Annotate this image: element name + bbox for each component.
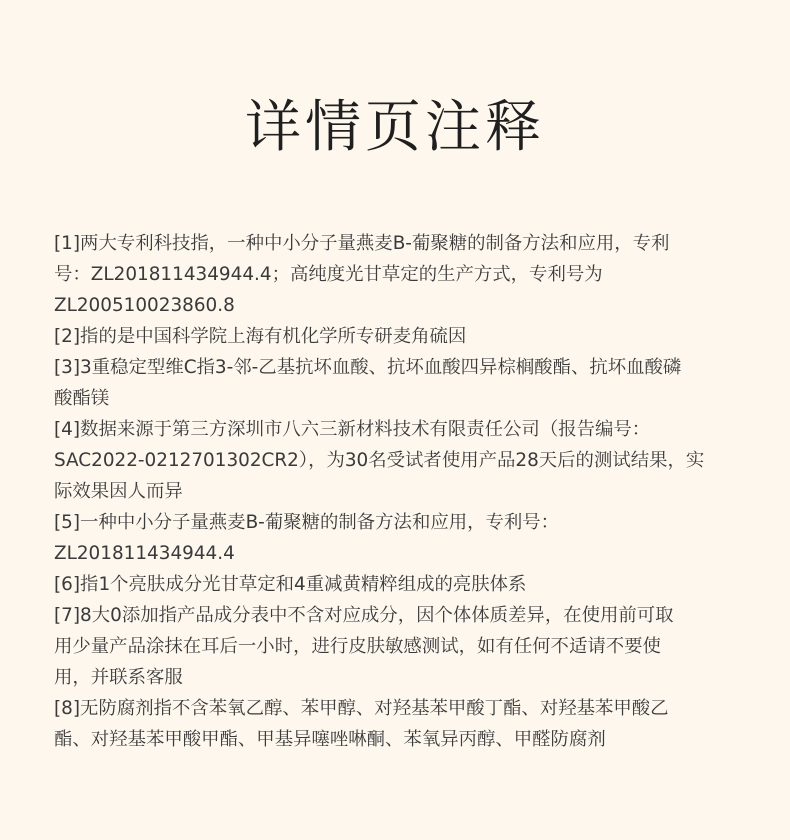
note-item-6 <box>54 569 742 600</box>
note-item-5 <box>54 507 742 569</box>
note-line: [4]数据来源于第三方深圳市八六三新材料技术有限责任公司（报告编号： <box>54 419 651 440</box>
note-item-3 <box>54 352 742 414</box>
notes-list <box>54 228 742 755</box>
page-title: 详情页注释 <box>245 95 545 160</box>
note-line: 用，并联系客服 <box>54 667 183 688</box>
note-line: 酸酯镁 <box>54 388 110 409</box>
note-item-7 <box>54 600 742 693</box>
note-line: 号：ZL201811434944.4；高纯度光甘草定的生产方式，专利号为 <box>54 264 603 285</box>
note-line: 用少量产品涂抹在耳后一小时，进行皮肤敏感测试，如有任何不适请不要使 <box>54 636 661 657</box>
note-line: [5]一种中小分子量燕麦B-葡聚糖的制备方法和应用，专利号： <box>54 512 560 533</box>
note-line: [2]指的是中国科学院上海有机化学所专研麦角硫因 <box>54 326 467 347</box>
note-item-1 <box>54 228 742 321</box>
note-line: [3]3重稳定型维C指3-邻-乙基抗坏血酸、抗坏血酸四异棕榈酸酯、抗坏血酸磷 <box>54 357 682 378</box>
note-line: SAC2022-0212701302CR2），为30名受试者使用产品28天后的测试结果，实 <box>54 450 705 471</box>
note-line: 际效果因人而异 <box>54 481 183 502</box>
note-line: [7]8大0添加指产品成分表中不含对应成分，因个体体质差异，在使用前可取 <box>54 605 674 626</box>
note-item-8 <box>54 693 742 755</box>
note-line: [1]两大专利科技指，一种中小分子量燕麦B-葡聚糖的制备方法和应用，专利 <box>54 233 670 254</box>
note-line: ZL201811434944.4 <box>54 543 235 564</box>
note-line: [8]无防腐剂指不含苯氧乙醇、苯甲醇、对羟基苯甲酸丁酯、对羟基苯甲酸乙 <box>54 698 669 719</box>
note-item-2 <box>54 321 742 352</box>
note-item-4 <box>54 414 742 507</box>
note-line: 酯、对羟基苯甲酸甲酯、甲基异噻唑啉酮、苯氧异丙醇、甲醛防腐剂 <box>54 729 606 750</box>
note-line: [6]指1个亮肤成分光甘草定和4重减黄精粹组成的亮肤体系 <box>54 574 527 595</box>
note-line: ZL200510023860.8 <box>54 295 235 316</box>
